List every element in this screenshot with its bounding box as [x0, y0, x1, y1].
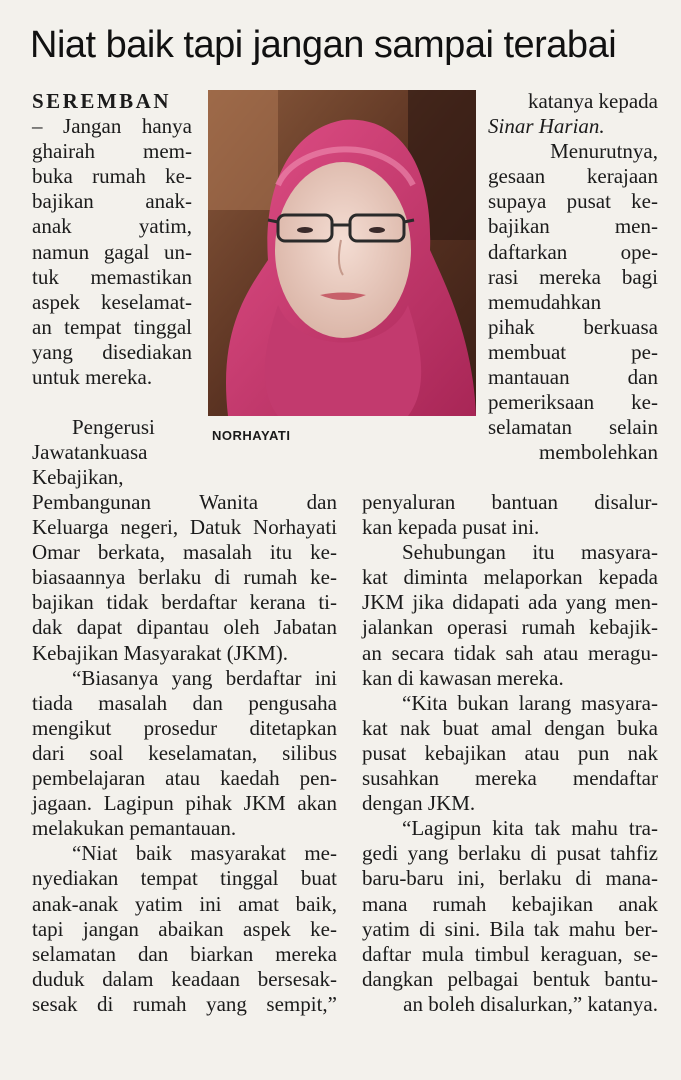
text-line: dak dapat dipantau oleh Jabatan	[32, 615, 337, 640]
text-line: pusat kebajikan atau pun nak	[362, 740, 658, 765]
portrait-illustration	[208, 90, 476, 416]
text-line: ghairah mem-	[32, 139, 192, 164]
text-line: kan di kawasan mereka.	[362, 665, 564, 690]
text-line: dengan JKM.	[362, 791, 476, 816]
article-column-right-bottom	[362, 490, 658, 1017]
text-line: buka rumah ke-	[32, 164, 192, 189]
text-line: tapi jangan abaikan aspek ke-	[32, 916, 337, 941]
text-line: Menurutnya,	[550, 139, 658, 164]
text-line: Keluarga negeri, Datuk Norhayati	[32, 515, 337, 540]
text-line: gesaan kerajaan	[488, 164, 658, 189]
text-line: selamatan dan biarkan mereka	[32, 941, 337, 966]
text-line: namun gagal un-	[32, 239, 192, 264]
text-line: dari soal keselamatan, silibus	[32, 740, 337, 765]
text-line: bajikan men-	[488, 214, 658, 239]
text-line: katanya kepada	[527, 89, 658, 113]
text-line: tuk memastikan	[32, 264, 192, 289]
text-line: mana rumah kebajikan anak	[362, 891, 658, 916]
text-line: untuk mereka.	[32, 365, 153, 390]
text-line: nyediakan tempat tinggal buat	[32, 866, 337, 891]
text-line: “Lagipun kita tak mahu tra-	[402, 816, 658, 841]
text-line: membuat pe-	[488, 339, 658, 364]
text-line: yatim di sini. Bila tak mahu ber-	[362, 916, 658, 941]
text-line: kat diminta melaporkan kepada	[362, 565, 658, 590]
text-line: Pengerusi	[72, 415, 155, 439]
text-line: Sehubungan itu masyara-	[402, 540, 658, 565]
text-line: anak-anak yatim ini amat baik,	[32, 891, 337, 916]
text-line: “Kita bukan larang masyara-	[402, 690, 658, 715]
portrait-photo	[208, 90, 476, 416]
article-column-left-bottom	[32, 490, 337, 1017]
text-line: susahkan mereka mendaftar	[362, 766, 658, 791]
text-line: baru-baru ini, berlaku di mana-	[362, 866, 658, 891]
headline: Niat baik tapi jangan sampai terabai	[30, 24, 617, 66]
text-line: dangkan pelbagai bentuk bantu-	[362, 966, 658, 991]
text-line: melakukan pemantauan.	[32, 816, 237, 841]
text-line: jalankan operasi rumah kebajik-	[362, 615, 658, 640]
text-line: an tempat tinggal	[32, 314, 192, 339]
article-column-left-top	[32, 89, 192, 390]
text-line: mengikut prosedur ditetapkan	[32, 715, 337, 740]
text-line: kat nak buat amal dengan buka	[362, 715, 658, 740]
text-line: bajikan anak-	[32, 189, 192, 214]
text-line: bajikan tidak berdaftar kerana ti-	[32, 590, 337, 615]
text-line: membolehkan	[539, 440, 658, 465]
text-line: an secara tidak sah atau meragu-	[362, 640, 658, 665]
text-line: “Biasanya yang berdaftar ini	[72, 665, 337, 690]
text-line: pembelajaran atau kaedah pen-	[32, 766, 337, 791]
text-line: penyaluran bantuan disalur-	[362, 490, 658, 514]
publication-name: Sinar Harian.	[488, 114, 605, 139]
dateline: SEREMBAN	[32, 89, 172, 113]
text-line: jagaan. Lagipun pihak JKM akan	[32, 791, 337, 816]
text-line: “Niat baik masyarakat me-	[72, 841, 337, 866]
text-line: mantauan dan	[488, 365, 658, 390]
text-line: selamatan selain	[488, 415, 658, 440]
text-line: Omar berkata, masalah itu ke-	[32, 540, 337, 565]
text-line: yang disediakan	[32, 339, 192, 364]
text-line: tiada masalah dan pengusaha	[32, 690, 337, 715]
text-line: kan kepada pusat ini.	[362, 515, 540, 540]
text-line: Kebajikan Masyarakat (JKM).	[32, 640, 288, 665]
text-line: aspek keselamat-	[32, 289, 192, 314]
text-line: Jawatankuasa	[32, 440, 148, 465]
text-line: – Jangan hanya	[32, 114, 192, 139]
text-line: sesak di rumah yang sempit,”	[32, 991, 337, 1016]
text-line: rasi mereka bagi	[488, 264, 658, 289]
text-line: JKM jika didapati ada yang men-	[362, 590, 658, 615]
text-line: gedi yang berlaku di pusat tahfiz	[362, 841, 658, 866]
text-line: an boleh disalurkan,” katanya.	[403, 991, 658, 1016]
photo-caption: NORHAYATI	[212, 428, 291, 443]
text-line: daftarkan ope-	[488, 239, 658, 264]
text-line: daftar mula timbul keraguan, se-	[362, 941, 658, 966]
text-line: biasaannya berlaku di rumah ke-	[32, 565, 337, 590]
text-line: pihak berkuasa	[488, 314, 658, 339]
text-line: duduk dalam keadaan bersesak-	[32, 966, 337, 991]
text-line: pemeriksaan ke-	[488, 390, 658, 415]
article-column-right-top	[488, 89, 658, 465]
text-line: Kebajikan,	[32, 465, 124, 490]
article-column-left-mid	[32, 415, 192, 490]
text-line: supaya pusat ke-	[488, 189, 658, 214]
text-line: memudahkan	[488, 289, 602, 314]
text-line: Pembangunan Wanita dan	[32, 490, 337, 514]
text-line: anak yatim,	[32, 214, 192, 239]
